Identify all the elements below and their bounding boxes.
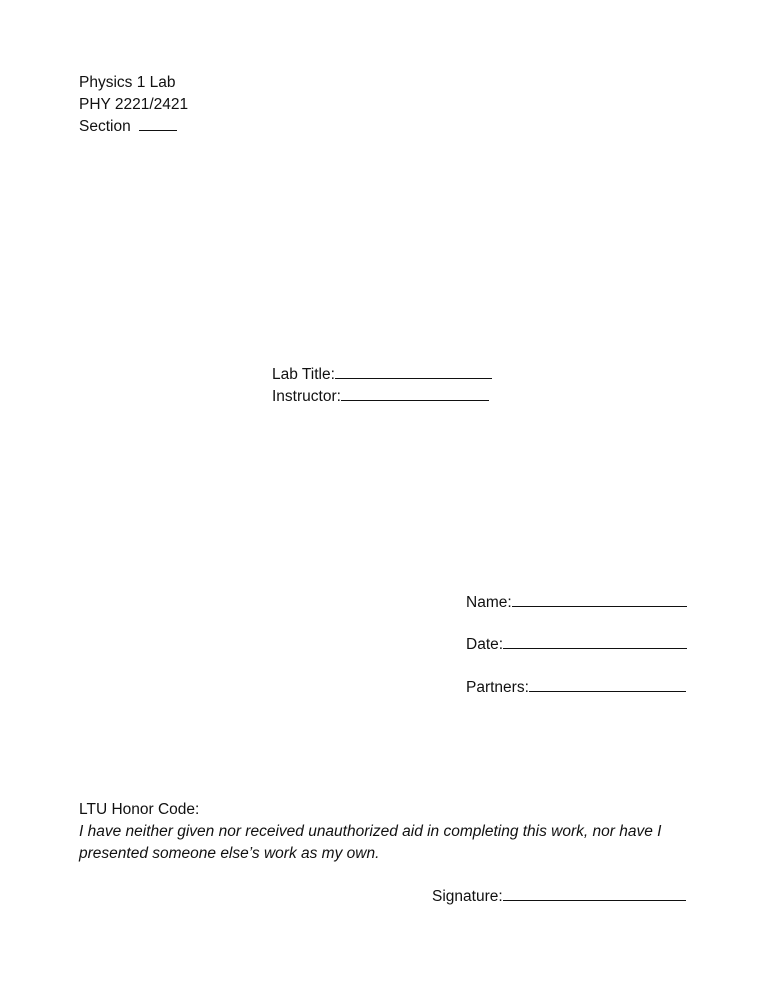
honor-code-statement-line1: I have neither given nor received unauthorized aid in completing this work, nor have I — [79, 823, 662, 840]
name-label: Name: — [466, 594, 512, 611]
name-field[interactable] — [466, 592, 687, 614]
instructor-label: Instructor: — [272, 388, 341, 405]
lab-title-label: Lab Title: — [272, 366, 335, 383]
section-field[interactable] — [79, 116, 177, 138]
course-number: PHY 2221/2421 — [79, 96, 189, 113]
date-label: Date: — [466, 636, 504, 653]
section-label: Section — [79, 118, 131, 135]
instructor-blank[interactable] — [341, 386, 489, 401]
date-blank[interactable] — [503, 634, 687, 649]
signature-field[interactable] — [432, 886, 686, 908]
honor-code-statement-line2: presented someone else’s work as my own. — [79, 845, 380, 862]
honor-code-heading: LTU Honor Code: — [79, 801, 200, 818]
lab-title-blank[interactable] — [335, 364, 492, 379]
section-blank[interactable] — [139, 116, 177, 131]
signature-blank[interactable] — [503, 886, 686, 901]
name-blank[interactable] — [512, 592, 687, 607]
signature-label: Signature: — [432, 888, 503, 905]
date-field[interactable] — [466, 634, 687, 656]
instructor-field[interactable] — [272, 386, 489, 408]
course-title: Physics 1 Lab — [79, 74, 176, 91]
partners-blank[interactable] — [529, 677, 686, 692]
partners-label: Partners: — [466, 679, 529, 696]
lab-title-field[interactable] — [272, 364, 492, 386]
partners-field[interactable] — [466, 677, 686, 699]
